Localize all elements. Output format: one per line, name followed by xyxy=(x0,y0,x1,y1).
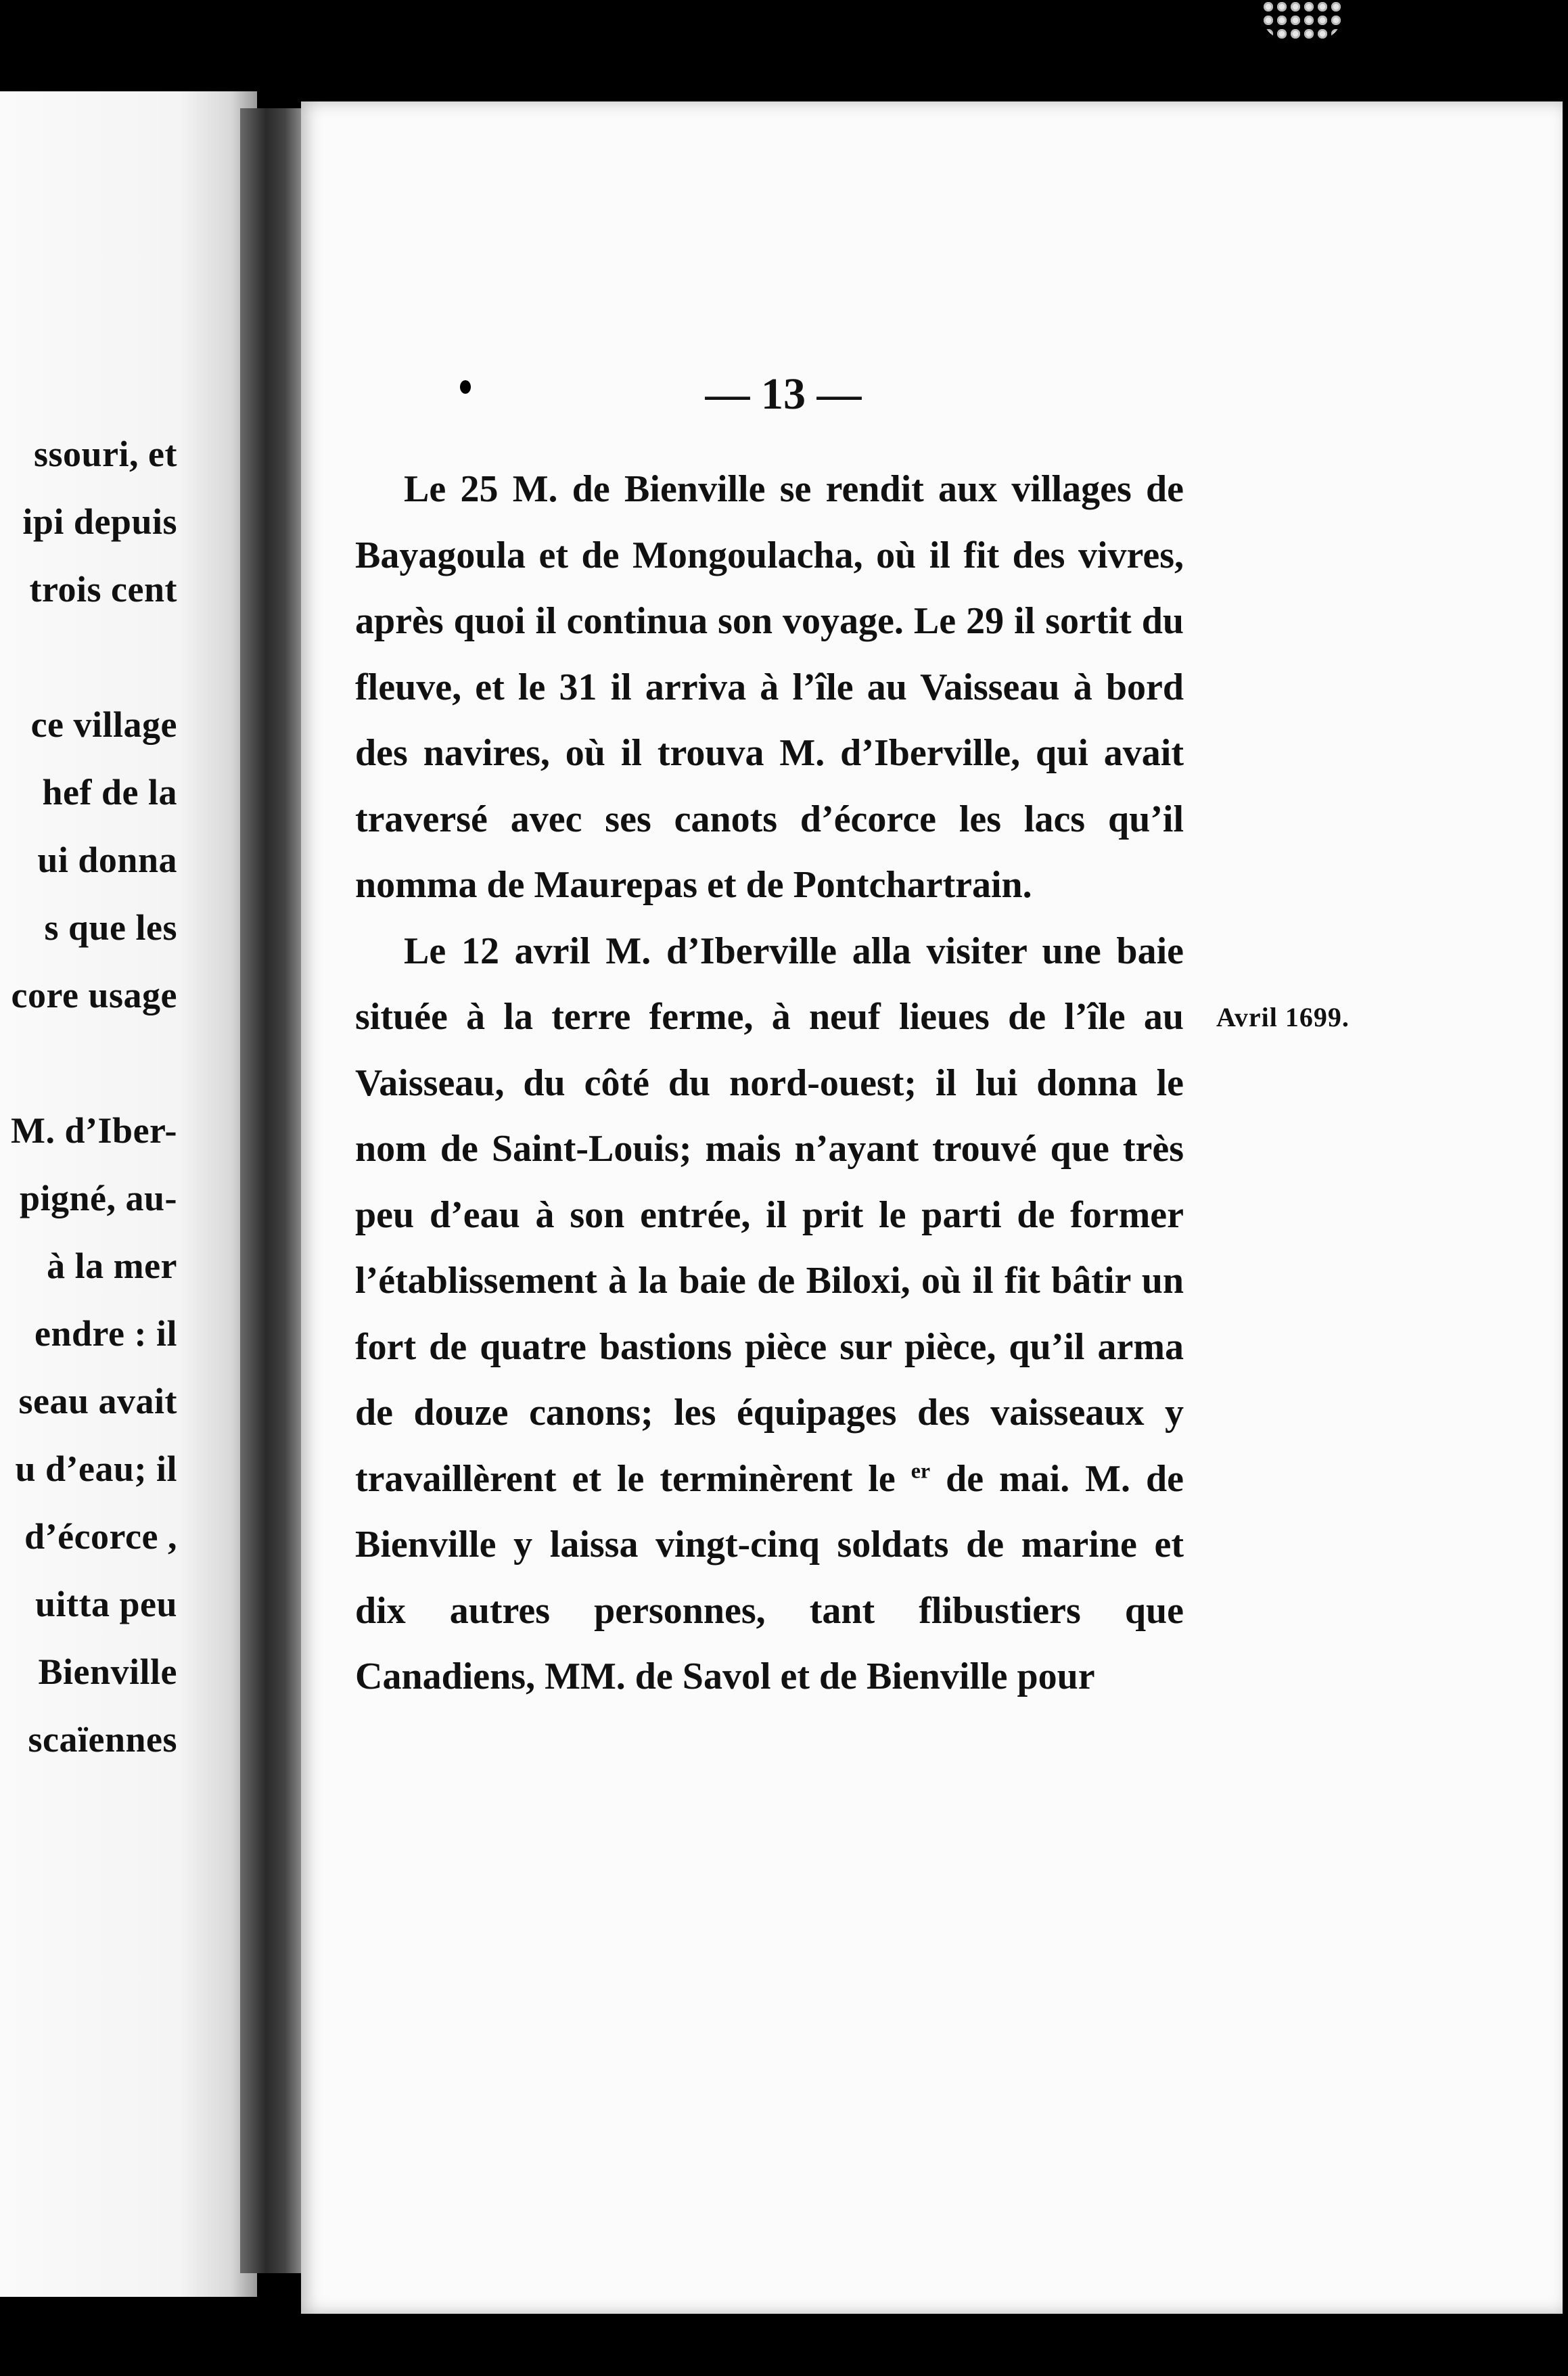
page-number: — 13 — xyxy=(705,369,862,419)
left-page-line: u d’eau; il xyxy=(15,1448,177,1489)
left-page-line: M. d’Iber- xyxy=(11,1110,177,1151)
left-page-line: scaïennes xyxy=(28,1719,177,1760)
left-page-line: pigné, au- xyxy=(19,1178,177,1218)
left-page-line: s que les xyxy=(44,907,177,948)
left-page-line: hef de la xyxy=(42,772,177,813)
body-text xyxy=(355,457,1184,1710)
left-page-line: uitta peu xyxy=(34,1584,177,1624)
margin-date-note: Avril 1699. xyxy=(1216,1002,1350,1032)
left-page-line: ce village xyxy=(30,704,177,745)
left-page-line: trois cent xyxy=(29,569,177,610)
scan-artifact xyxy=(1262,0,1343,41)
left-page-line: d’écorce , xyxy=(24,1516,177,1557)
ordinal-superscript: er xyxy=(910,1457,931,1482)
left-page xyxy=(0,91,257,2297)
left-page-line: core usage xyxy=(11,975,177,1015)
paragraph-1: Le 25 M. de Bienville se rendit aux villages de Bayagoula et de Mongoulacha, où il fit des vivres, après quoi il continua son voyage. Le 29 il sortit du fleuve, et le 31 il arriva à l’île au Vaisseau à bord des navires, où il trouva M. d’Iberville, qui avait traversé avec ses canots d’écorce les lacs qu’il nomma de Maurepas et de Pontchartrain. xyxy=(355,468,1184,906)
left-page-line: Bienville xyxy=(38,1651,177,1692)
left-page-line: endre : il xyxy=(34,1313,177,1354)
left-page-line: seau avait xyxy=(18,1381,177,1421)
left-page-line: ssouri, et xyxy=(34,434,177,474)
left-page-line: ipi depuis xyxy=(22,501,177,542)
paragraph-2-continuation: de mai. M. de Bienville y laissa vingt-cinq soldats de marine et dix autres personnes, tant flibustiers que Canadiens, MM. de Savol et de Bienville pour xyxy=(355,1457,1184,1697)
ink-speck xyxy=(460,380,471,394)
paragraph-2 xyxy=(355,919,1184,1710)
paragraph-2-text: Le 12 avril M. d’Iberville alla visiter une baie située à la terre ferme, à neuf lieues de l’île au Vaisseau, du côté du nord-ouest; il lui donna le nom de Saint-Louis; mais n’ayant trouvé que très peu d’eau à son entrée, il prit le parti de former l’établissement à la baie de Biloxi, où il fit bâtir un fort de quatre bastions pièce sur pièce, qu’il arma de douze canons; les équipages des vaisseaux y travaillèrent et le terminèrent le xyxy=(355,930,1184,1500)
left-page-line: à la mer xyxy=(47,1246,177,1286)
left-page-line: ui donna xyxy=(37,840,177,880)
